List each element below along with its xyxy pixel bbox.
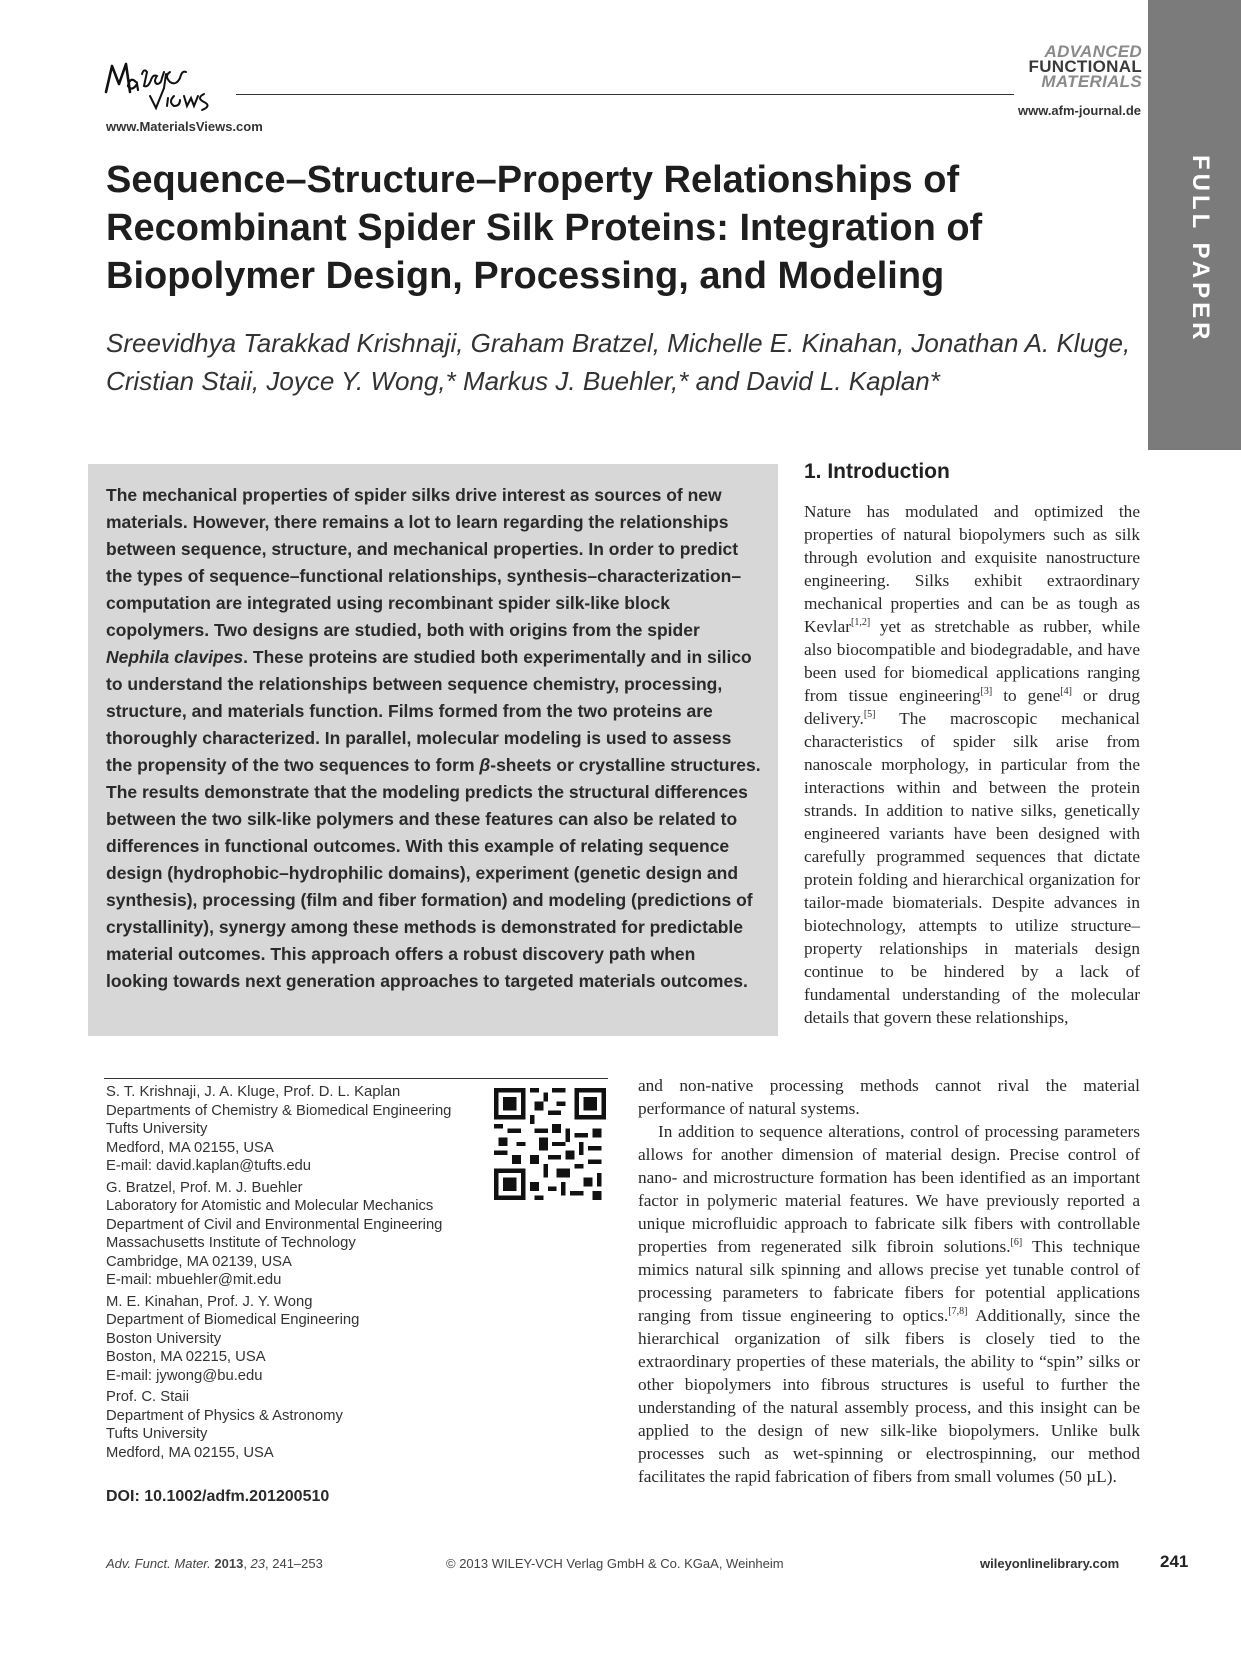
affiliation-line: G. Bratzel, Prof. M. J. Buehler (106, 1179, 303, 1196)
affiliation-line: Laboratory for Atomistic and Molecular Mechanics (106, 1198, 434, 1214)
email-link[interactable]: E-mail: david.kaplan@tufts.edu (106, 1158, 312, 1174)
reference-link[interactable]: [4] (1060, 686, 1072, 698)
affiliation-line: S. T. Krishnaji, J. A. Kluge, Prof. D. L. Kaplan (106, 1084, 401, 1100)
footer-volume: 23 (250, 1556, 266, 1571)
affiliation-entry (106, 1179, 486, 1290)
species-name: Nephila clavipes (106, 647, 244, 667)
journal-logo-line-1: ADVANCED (1044, 42, 1142, 61)
affiliation-entry (106, 1388, 486, 1462)
affiliation-line: Tufts University (106, 1426, 208, 1442)
journal-logo-line-3: MATERIALS (1041, 72, 1142, 91)
intro-text: In addition to sequence alterations, control of processing parameters allows for another dimension of material design. Precise control of nano- and microstructure formation has been identified as an important factor in polymeric material features. We have previously reported a unique microfluidic approach to fabricate silk fibers with controllable properties from regenerated silk fibroin solutions. (638, 1122, 1140, 1256)
intro-text: The macroscopic mechanical characteristics of spider silk arise from nanoscale morphology, in particular from the interactions within and between the protein strands. In addition to native silks, genetically engineered variants have been designed with carefully programmed sequences that dictate protein folding and hierarchical organization for tailor-made biomaterials. Despite advances in biotechnology, attempts to utilize structure–property relationships in materials design continue to be hindered by a lack of fundamental understanding of the molecular details that govern these relationships, (804, 709, 1140, 1027)
affiliation-line: Departments of Chemistry & Biomedical Engineering (106, 1102, 452, 1119)
materials-views-logo (104, 52, 234, 112)
footer-journal: Adv. Funct. Mater. (106, 1556, 211, 1571)
intro-text: Nature has modulated and optimized the properties of natural biopolymers such as silk through evolution and exquisite nanostructure engineering. Silks exhibit extraordinary mechanical properties and can be as tough as Kevlar (804, 502, 1140, 636)
journal-url[interactable]: www.afm-journal.de (1017, 103, 1141, 118)
header-rule (236, 94, 1014, 95)
footer-year: 2013 (214, 1556, 244, 1571)
intro-paragraph-1-end: and non-native processing methods cannot rival the material performance of natural systems. (638, 1076, 1140, 1118)
intro-text: This technique mimics natural silk spinning and allows precise yet tunable control of processing parameters to fabricate fibers for potential applications ranging from tissue engineering to optics. (638, 1237, 1140, 1325)
page-number: 241 (1160, 1552, 1189, 1571)
abstract-part-3: -sheets or crystalline structures. The results demonstrate that the modeling predicts the structural differences between the two silk-like polymers and these features can also be related to differences in functional outcomes. With this example of relating sequence design (hydrophobic–hydrophilic domains), experiment (genetic design and synthesis), processing (film and fiber formation) and modeling (predictions of crystallinity), synergy among these methods is demonstrated for predictable material outcomes. This approach offers a robust discovery path when looking towards next generation approaches to targeted materials outcomes. (106, 755, 761, 991)
introduction-continued (638, 1074, 1140, 1488)
full-paper-tab-label: FULL PAPER (1187, 155, 1214, 344)
intro-text: to gene (992, 686, 1061, 705)
intro-paragraph-2 (638, 1120, 1140, 1488)
journal-logo-line-2: FUNCTIONAL (1028, 57, 1142, 76)
affiliation-line: Department of Civil and Environmental Engineering (106, 1216, 443, 1233)
email-link[interactable]: E-mail: jywong@bu.edu (106, 1367, 263, 1384)
affiliation-line: Boston University (106, 1330, 222, 1347)
footer-citation: Adv. Funct. Mater. 2013, 23, 241–253 (106, 1556, 323, 1571)
materials-views-url[interactable]: www.MaterialsViews.com (106, 119, 263, 134)
author-list: Sreevidhya Tarakkad Krishnaji, Graham Bratzel, Michelle E. Kinahan, Jonathan A. Kluge, Cristian Staii, Joyce Y. Wong,* Markus J. Buehler,* and David L. Kaplan* (106, 328, 1131, 396)
reference-link[interactable]: [5] (863, 709, 876, 721)
affiliation-line: M. E. Kinahan, Prof. J. Y. Wong (106, 1293, 313, 1310)
affiliation-entry (106, 1293, 486, 1386)
intro-paragraph-1 (804, 500, 1140, 1029)
full-paper-tab (1148, 0, 1241, 450)
affiliation-line: Medford, MA 02155, USA (106, 1444, 274, 1461)
introduction-heading: 1. Introduction (804, 460, 950, 483)
email-link[interactable]: E-mail: mbuehler@mit.edu (106, 1272, 282, 1288)
doi-link[interactable]: DOI: 10.1002/adfm.201200510 (106, 1488, 330, 1505)
intro-text: yet as stretchable as rubber, while also biocompatible and biodegradable, and have been used for biomedical applications ranging from tissue engineering (804, 617, 1140, 705)
abstract-part-2: . These proteins are studied both experimentally and in silico to understand the relationships between sequence chemistry, processing, structure, and materials function. Films formed from the two proteins are thoroughly characterized. In parallel, molecular modeling is used to assess the propensity of the two sequences to form (106, 647, 752, 775)
affiliation-rule (104, 1078, 608, 1079)
intro-text: Additionally, since the hierarchical organization of silk fibers is closely tied to the extraordinary properties of these materials, the ability to “spin” silks or other biopolymers into fibrous structures is useful to further the understanding of the natural assembly process, and this insight can be applied to the design of new silk-like biopolymers. Unlike bulk processes such as wet-spinning or electrospinning, our method facilitates the rapid fabrication of fibers from small volumes (50 µL). (638, 1306, 1140, 1486)
affiliation-line: Tufts University (106, 1121, 208, 1137)
reference-link[interactable]: [1,2] (851, 617, 871, 629)
beta-symbol: β (479, 755, 491, 775)
abstract-text (106, 482, 761, 995)
abstract-part-1: The mechanical properties of spider silks drive interest as sources of new materials. However, there remains a lot to learn regarding the relationships between sequence, structure, and mechanical properties. In order to predict the types of sequence–functional relationships, synthesis–characterization–computation are integrated using recombinant spider silk-like block copolymers. Two designs are studied, both with origins from the spider (106, 485, 742, 640)
footer-copyright: © 2013 WILEY-VCH Verlag GmbH & Co. KGaA, Weinheim (446, 1556, 784, 1571)
introduction-column (804, 500, 1140, 1029)
reference-link[interactable]: [6] (1010, 1237, 1023, 1249)
intro-text: or drug delivery. (804, 686, 1140, 728)
article-title: Sequence–Structure–Property Relationships of Recombinant Spider Silk Proteins: Integration of Biopolymer Design, Processing, and Modeling (106, 159, 983, 297)
affiliation-line: Prof. C. Staii (106, 1389, 190, 1405)
reference-link[interactable]: [7,8] (948, 1306, 968, 1318)
journal-logo (1010, 44, 1142, 89)
footer-site-link[interactable]: wileyonlinelibrary.com (980, 1556, 1120, 1571)
affiliation-entry (106, 1083, 486, 1176)
abstract-box (88, 464, 778, 1036)
affiliation-line: Boston, MA 02215, USA (106, 1349, 266, 1365)
affiliations (106, 1083, 486, 1465)
affiliation-line: Department of Physics & Astronomy (106, 1407, 343, 1424)
affiliation-line: Massachusetts Institute of Technology (106, 1235, 356, 1251)
qr-code[interactable] (494, 1088, 606, 1200)
affiliation-line: Cambridge, MA 02139, USA (106, 1253, 292, 1270)
affiliation-line: Medford, MA 02155, USA (106, 1139, 274, 1156)
footer-pages: , 241–253 (265, 1556, 323, 1571)
affiliation-line: Department of Biomedical Engineering (106, 1312, 360, 1328)
reference-link[interactable]: [3] (980, 686, 993, 698)
